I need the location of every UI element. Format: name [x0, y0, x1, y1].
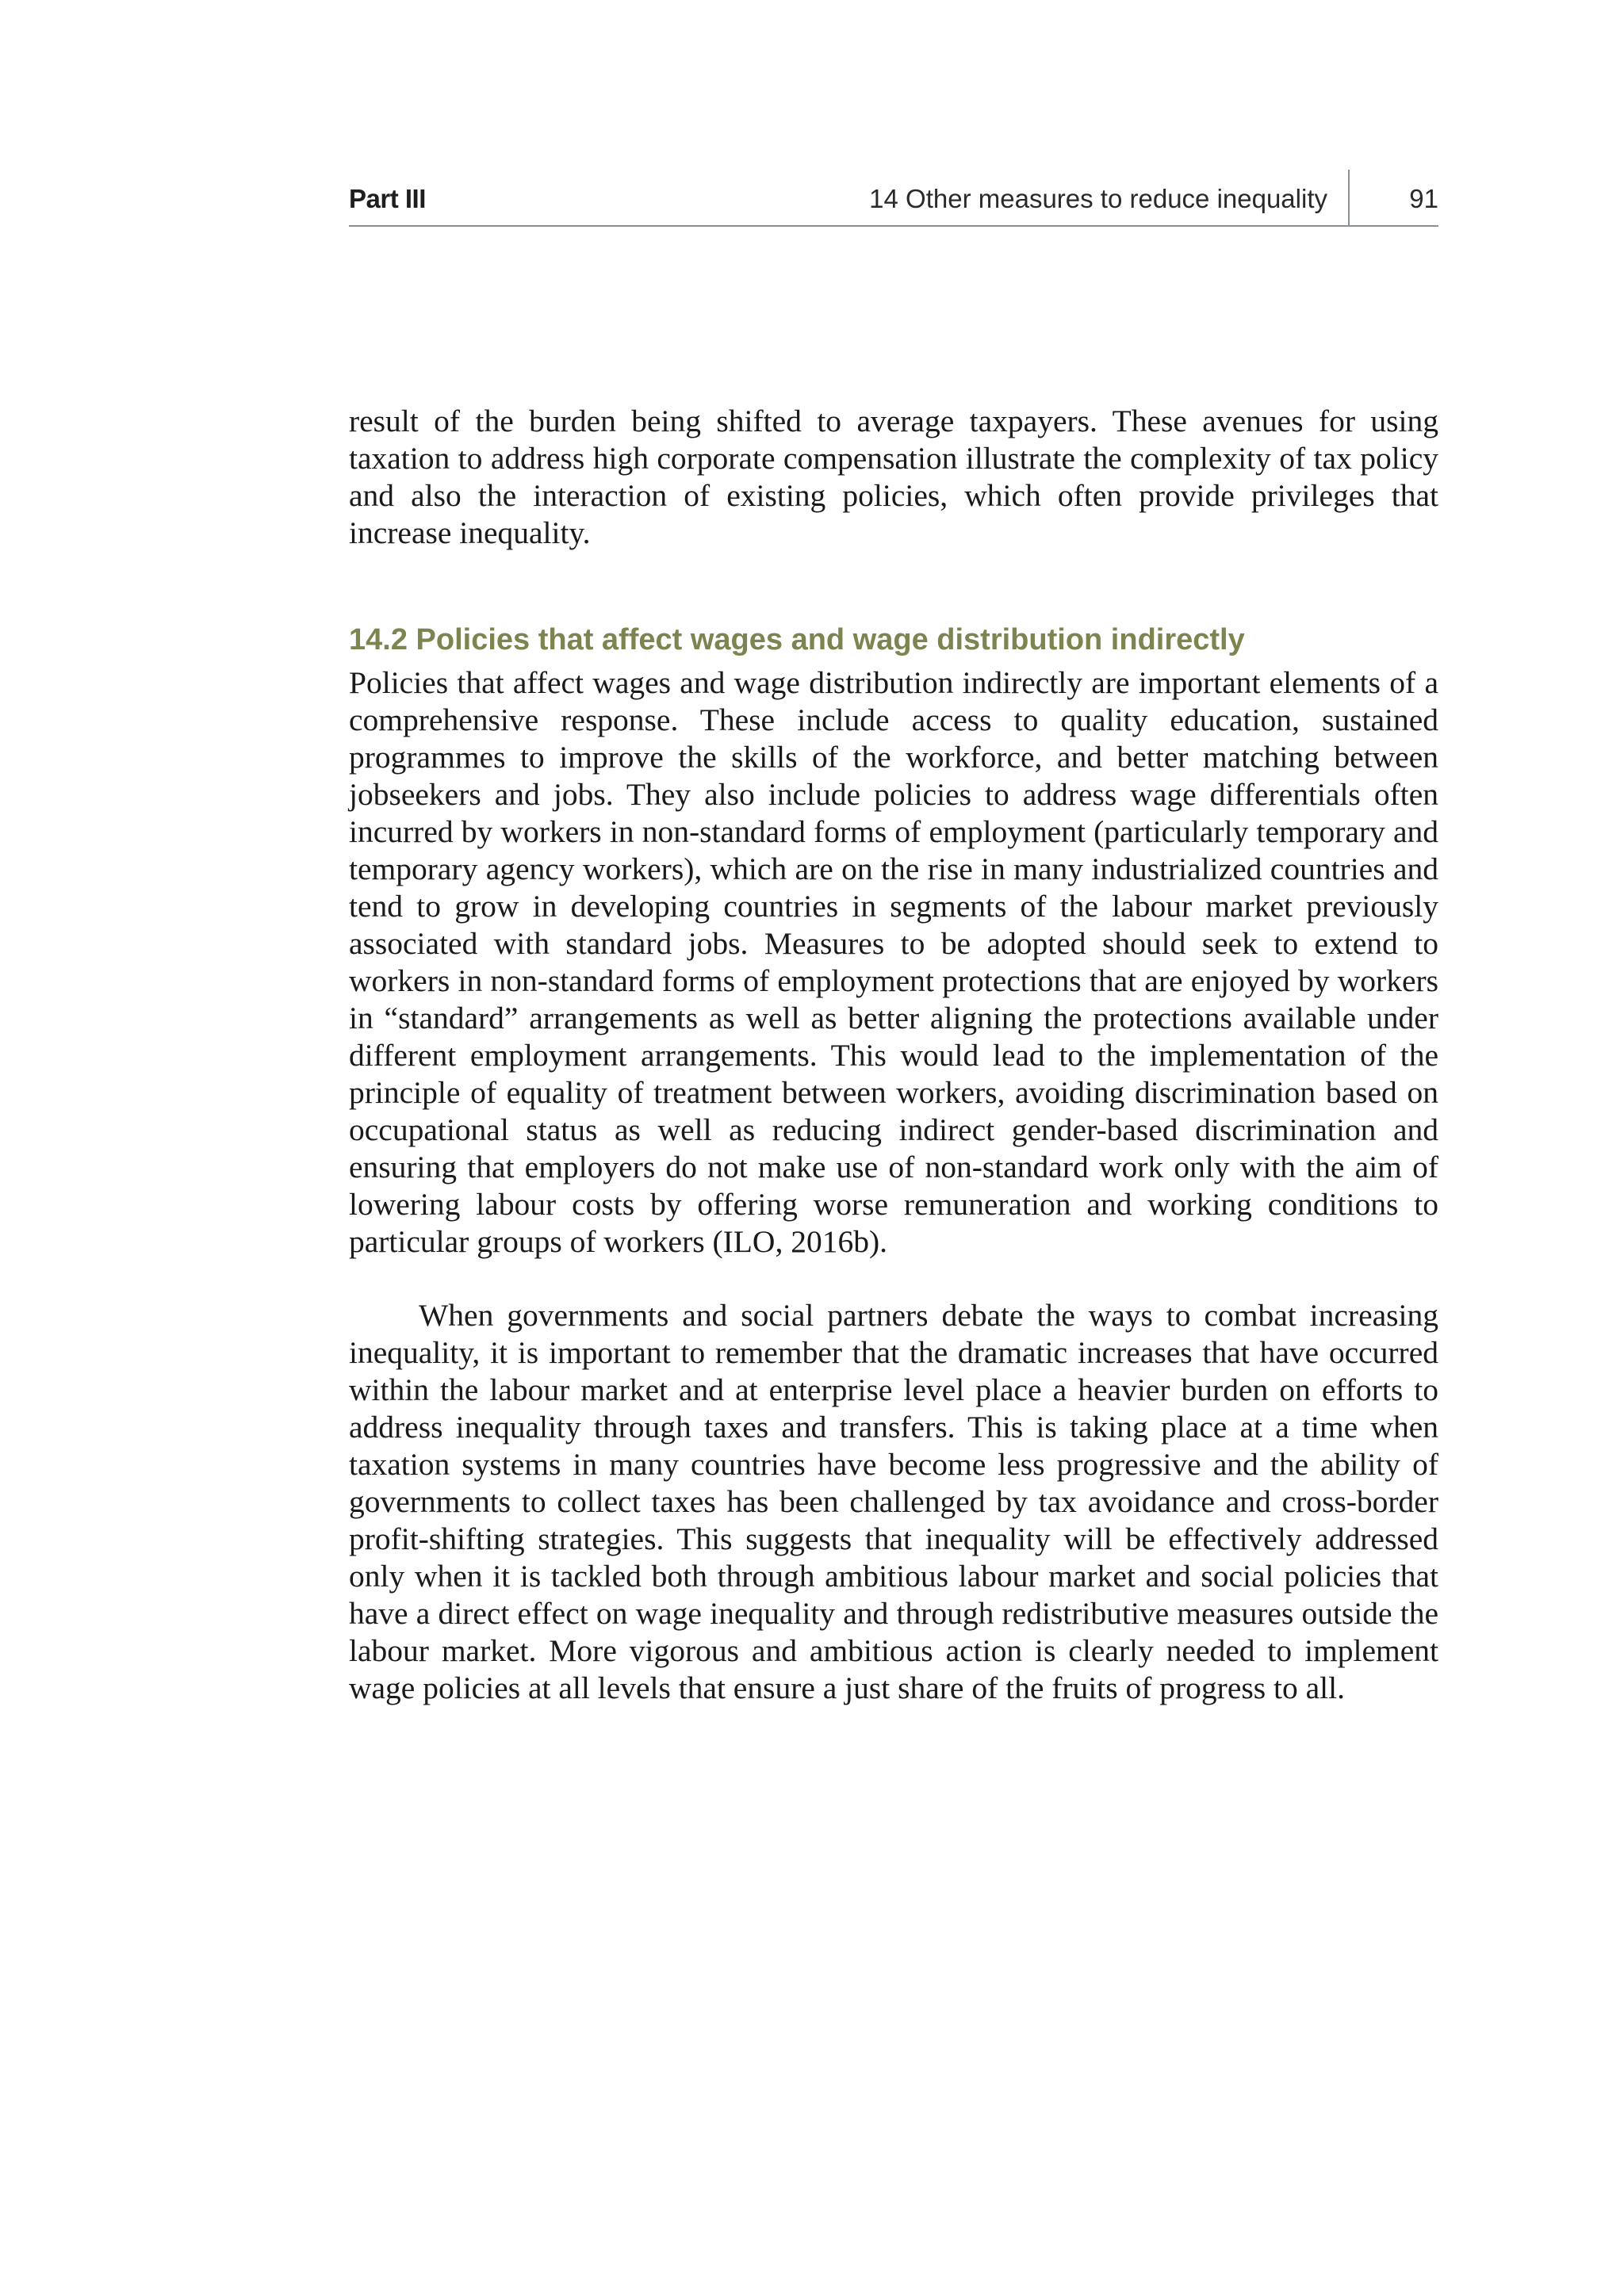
body-paragraph-2: Policies that affect wages and wage distribution indirectly are important elements of a comprehensive response. These include access to quality education, sustained programmes to improve the skills of the workforce, and better matching between jobseekers and jobs. They also include policies to address wage differentials often incurred by workers in non-standard forms of employment (particularly temporary and temporary agency workers), which are on the rise in many industrialized countries and tend to grow in developing countries in segments of the labour market previously associated with standard jobs. Measures to be adopted should seek to extend to workers in non-standard forms of employment protections that are enjoyed by workers in “standard” arrangements as well as better aligning the protections available under different employment arrangements. This would lead to the implementation of the principle of equality of treatment between workers, avoiding discrimination based on occupational status as well as reducing indirect gender-based discrimination and ensuring that employers do not make use of non-standard work only with the aim of lowering labour costs by offering worse remuneration and working conditions to particular groups of workers (ILO, 2016b). — [349, 665, 1438, 1259]
body-paragraph-1: result of the burden being shifted to average taxpayers. These avenues for using taxation to address high corporate compensation illustrate the complexity of tax policy and also the interaction of existing policies, which often provide privileges that increase inequality. — [349, 404, 1438, 550]
part-label: Part III — [349, 184, 426, 213]
header-divider — [1348, 170, 1350, 225]
section-heading: 14.2 Policies that affect wages and wage distribution indirectly — [349, 623, 1245, 656]
chapter-title: 14 Other measures to reduce inequality — [869, 184, 1327, 213]
page-number: 91 — [1409, 184, 1438, 213]
running-header — [349, 170, 1438, 227]
body-paragraph-3: When governments and social partners debate the ways to combat increasing inequality, it is important to remember that the dramatic increases that have occurred within the labour market and at enterprise level place a heavier burden on efforts to address inequality through taxes and transfers. This is taking place at a time when taxation systems in many countries have become less progressive and the ability of governments to collect taxes has been challenged by tax avoidance and cross-border profit-shifting strategies. This suggests that inequality will be effectively addressed only when it is tackled both through ambitious labour market and social policies that have a direct effect on wage inequality and through redistributive measures outside the labour market. More vigorous and ambitious action is clearly needed to implement wage policies at all levels that ensure a just share of the fruits of progress to all. — [349, 1298, 1438, 1705]
